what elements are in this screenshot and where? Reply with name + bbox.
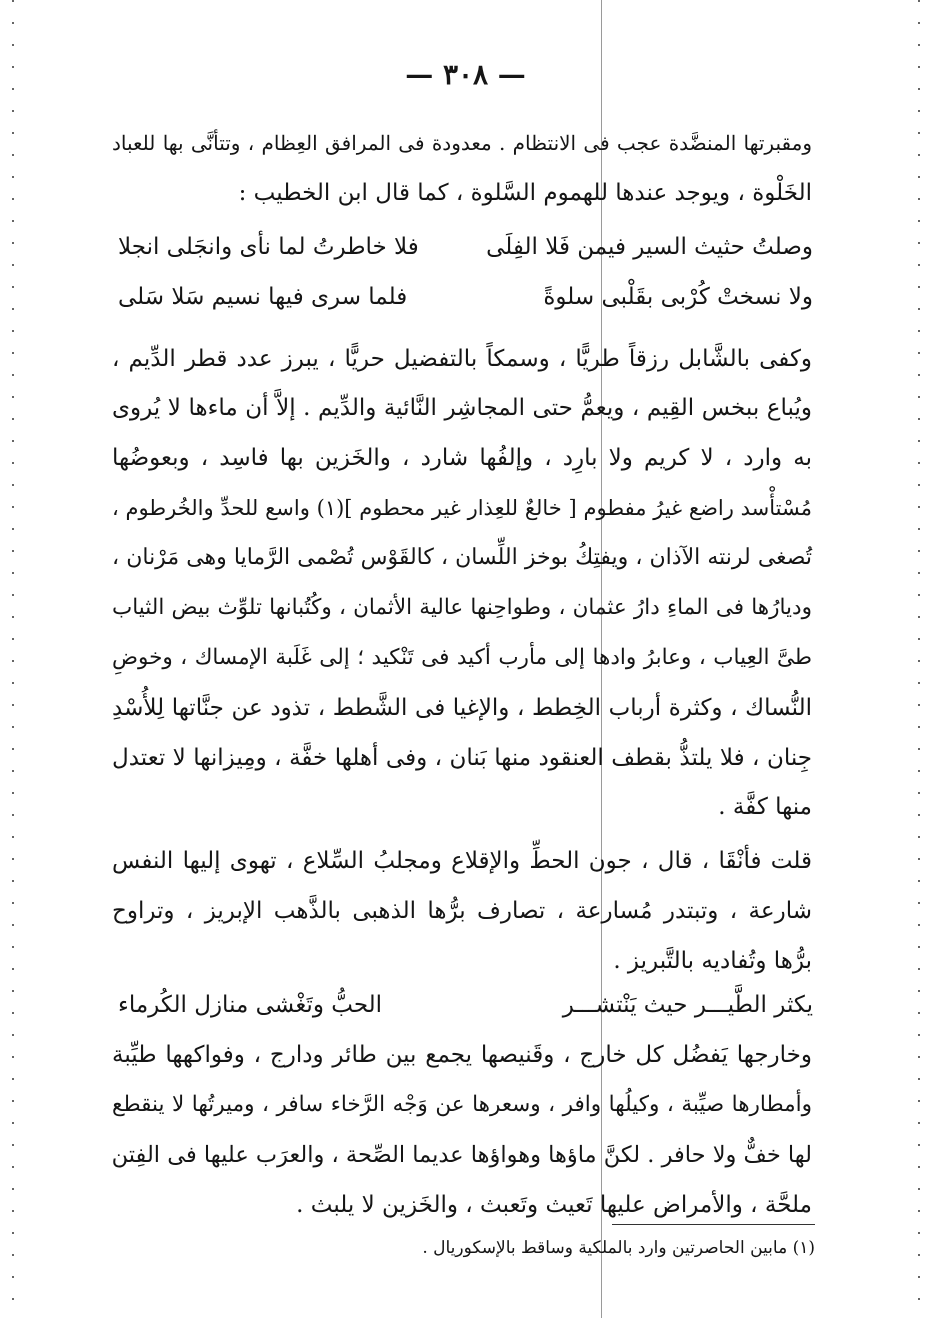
verse-first-half: يكثر الطَّيـــر حيث يَنْتشـــر	[562, 992, 813, 1018]
paragraph-line: برُّها وتُفاديه بالتَّبريز .	[613, 948, 812, 974]
verse-first-half: ولا نسختْ كُرْبى بقَلْبى سلوةً	[543, 284, 813, 310]
paragraph-line: وخارجها يَفضُل كل خارج ، وقَنيصها يجمع بين طائر ودارج ، وفواكهها طيِّبة	[112, 1042, 812, 1068]
paragraph-line: جِنان ، فلا يلتذُّ بقطف العنقود منها بَنان ، وفى أهلها خفَّة ، ومِيزانها لا تعتدل	[112, 745, 812, 771]
paragraph-line: ويُباع ببخس القِيم ، ويعمُّ حتى المجاشِر النَّائية والدِّيم . إلاَّ أن ماءها لا يُروى	[112, 395, 812, 421]
scan-edge-dots-right	[918, 0, 920, 1318]
verse-second-half: الحبُّ وتَغْشى منازل الكُرماء	[118, 992, 383, 1018]
paragraph-line: وأمطارها صيِّبة ، وكيلُها وافر ، وسعرها عن وَجْه الرَّخاء سافر ، وميرتُها لا ينقطع	[112, 1092, 812, 1117]
paragraph-line: لها خفٌّ ولا حافر . لكنَّ ماؤها وهواؤها عديما الصِّحة ، والعرَب عليها فى الفِتن	[111, 1142, 812, 1168]
paragraph-line: تُصغى لرنته الآذان ، ويفتِكُ بوخز اللِّسان ، كالقَوْس تُصْمى الرَّمايا وهى مَرْنان ،	[112, 545, 812, 570]
paragraph-line: النُّساك ، وكثرة أرباب الخِطط ، والإغيا فى الشَّطط ، تذود عن جنَّاتها لِلأُسْدِ	[112, 695, 812, 721]
footnote: (١) مابين الحاصرتين وارد بالملكية وساقط بالإسكوريال .	[422, 1238, 815, 1258]
verse-first-half: وصلتُ حثيث السير فيمن فَلا الفِلَى	[486, 234, 813, 260]
paragraph-line: منها كفَّة .	[718, 794, 812, 820]
verse-second-half: فلما سرى فيها نسيم سَلا سَلى	[118, 284, 408, 310]
paragraph-line: به وارد ، لا كريم ولا بارِد ، وإلفُها شارد ، والخَزين بها فاسِد ، وبعوضُها	[112, 445, 812, 471]
paragraph-line: الخَلْوة ، ويوجد عندها للهموم السَّلوة ، كما قال ابن الخطيب :	[238, 180, 812, 206]
page-number: — ٣٠٨ —	[405, 58, 526, 91]
paragraph-line: وديارُها فى الماءِ دارُ عثمان ، وطواحِنها عالية الأثمان ، وكُتُبانها تلوِّث بيض الثياب	[112, 595, 812, 620]
paragraph-line: ومقبرتها المنضَّدة عجب فى الانتظام . معدودة فى المرافق العِظام ، وتتأنَّى بها للعباد	[112, 131, 812, 155]
paragraph-line: شارعة ، وتبتدر مُسارعة ، تصارف برُّها الذهبى بالذَّهب الإبريز ، وتراوح	[112, 898, 812, 924]
verse-second-half: فلا خاطرتُ لما نأى وانجَلى انجلا	[118, 234, 419, 260]
paragraph-line: مُسْتأْسد راضع غيرُ مفطوم [ خالعٌ للعِذار غير محطوم ](١) واسع للحدِّ والخُرطوم ،	[112, 496, 812, 520]
paragraph-line: طىَّ العِياب ، وعابرُ وادها إلى مأرب أكيد فى تَنْكيد ؛ إلى غَلَبة الإمساك ، وخوضِ	[112, 645, 812, 670]
paragraph-line: قلت فأنْقَا ، قال ، جون الحطِّ والإقلاع ومجلبُ السِّلاع ، تهوى إليها النفس	[112, 848, 812, 874]
footnote-rule	[612, 1224, 815, 1225]
paragraph-line: وكفى بالشَّابل رزقاً طريًّا ، وسمكاً بالتفضيل حريًّا ، يبرز عدد قطر الدِّيم ،	[112, 346, 812, 372]
paragraph-line: ملحَّة ، والأمراض عليها تَعيث وتَعبث ، والخَزين لا يلبث .	[296, 1192, 812, 1218]
scan-edge-dots-left	[12, 0, 14, 1318]
